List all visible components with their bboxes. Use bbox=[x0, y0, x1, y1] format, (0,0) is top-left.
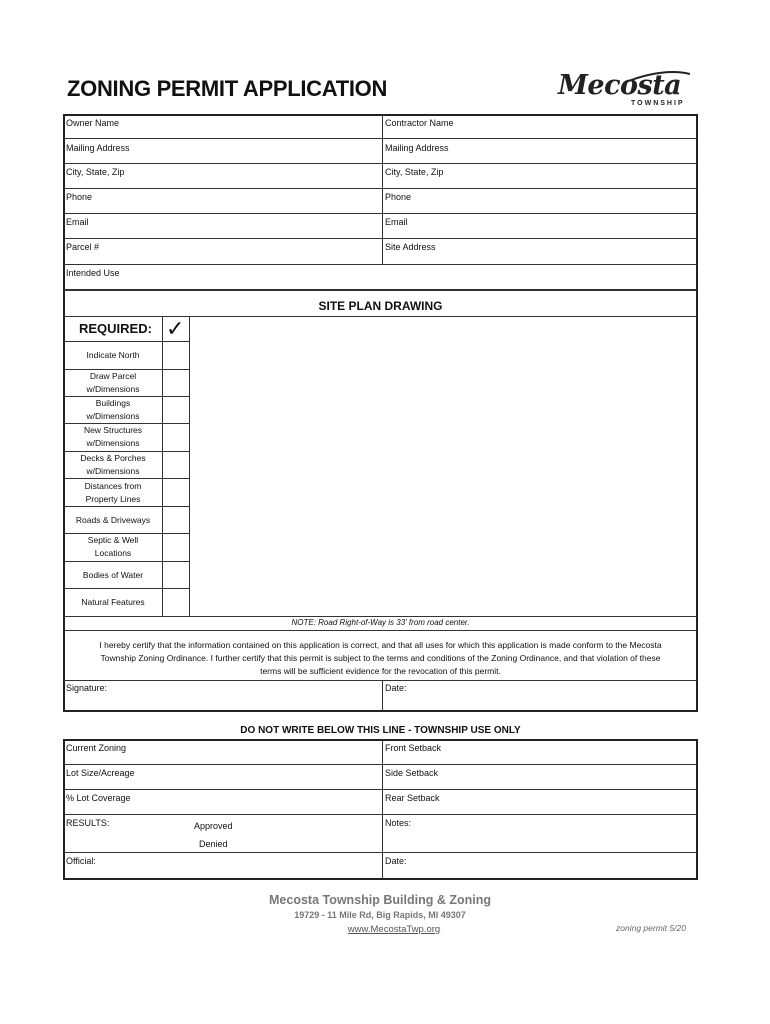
checkbox-column[interactable] bbox=[163, 342, 189, 615]
lot-size-field[interactable]: Lot Size/Acreage bbox=[66, 768, 135, 778]
intended-use-field[interactable]: Intended Use bbox=[66, 268, 120, 278]
results-field[interactable]: RESULTS: bbox=[66, 818, 110, 828]
footer-website-link[interactable]: www.MecostaTwp.org bbox=[347, 924, 441, 935]
logo-subtitle: TOWNSHIP bbox=[631, 100, 685, 107]
footer-address: 19729 - 11 Mile Rd, Big Rapids, MI 49307 bbox=[294, 910, 466, 920]
township-use-heading: DO NOT WRITE BELOW THIS LINE - TOWNSHIP USE ONLY bbox=[240, 725, 521, 736]
contractor-email-field[interactable]: Email bbox=[385, 217, 408, 227]
req-item-decks-porches: Decks & Porches w/Dimensions bbox=[80, 453, 146, 476]
front-setback-field[interactable]: Front Setback bbox=[385, 743, 442, 753]
contractor-name-field[interactable]: Contractor Name bbox=[385, 118, 454, 128]
req-item-roads-driveways: Roads & Driveways bbox=[75, 515, 151, 525]
signature-field[interactable]: Signature: bbox=[66, 683, 108, 693]
denied-option[interactable]: Denied bbox=[199, 839, 228, 849]
req-item-buildings: Buildings w/Dimensions bbox=[86, 398, 140, 421]
req-item-bodies-of-water: Bodies of Water bbox=[82, 570, 144, 580]
official-date-field[interactable]: Date: bbox=[385, 856, 407, 866]
owner-name-field[interactable]: Owner Name bbox=[66, 118, 120, 128]
req-item-distances: Distances from Property Lines bbox=[84, 481, 142, 504]
checkmark-icon: ✓ bbox=[166, 316, 185, 341]
lot-coverage-field[interactable]: % Lot Coverage bbox=[66, 793, 131, 803]
site-address-field[interactable]: Site Address bbox=[385, 242, 436, 252]
footer-org-name: Mecosta Township Building & Zoning bbox=[269, 893, 491, 907]
rear-setback-field[interactable]: Rear Setback bbox=[385, 793, 440, 803]
contractor-mailing-address-field[interactable]: Mailing Address bbox=[385, 143, 449, 153]
certification-text: I hereby certify that the information contained on this application is correct, and that all uses for which this application is made conform to the Mecosta Township Zoning Ordinance. I further certify that this permit is subject to the terms and conditions of the Zoning Ordinance, and that violation of these terms will be sufficient evidence for the revocation of this permit. bbox=[99, 640, 662, 676]
side-setback-field[interactable]: Side Setback bbox=[385, 768, 439, 778]
contractor-phone-field[interactable]: Phone bbox=[385, 192, 412, 202]
page-title: ZONING PERMIT APPLICATION bbox=[67, 76, 388, 101]
req-item-draw-parcel: Draw Parcel w/Dimensions bbox=[86, 371, 140, 394]
owner-phone-field[interactable]: Phone bbox=[66, 192, 93, 202]
official-field[interactable]: Official: bbox=[66, 856, 96, 866]
owner-mailing-address-field[interactable]: Mailing Address bbox=[66, 143, 130, 153]
mecosta-logo bbox=[556, 70, 690, 112]
owner-city-state-zip-field[interactable]: City, State, Zip bbox=[66, 167, 125, 177]
req-item-natural-features: Natural Features bbox=[81, 597, 145, 607]
req-item-septic-well: Septic & Well Locations bbox=[87, 535, 139, 558]
logo-wordmark: Mecosta bbox=[558, 70, 682, 101]
notes-field[interactable]: Notes: bbox=[385, 818, 412, 828]
site-plan-drawing-area[interactable] bbox=[190, 317, 697, 615]
req-item-indicate-north: Indicate North bbox=[86, 350, 140, 360]
form-version: zoning permit 5/20 bbox=[616, 923, 686, 933]
road-right-of-way-note: NOTE: Road Right-of-Way is 33' from road center. bbox=[291, 618, 470, 627]
current-zoning-field[interactable]: Current Zoning bbox=[66, 743, 127, 753]
township-use-section bbox=[63, 739, 698, 880]
required-heading: REQUIRED: bbox=[79, 321, 152, 336]
certification-date-field[interactable]: Date: bbox=[385, 683, 407, 693]
contractor-city-state-zip-field[interactable]: City, State, Zip bbox=[385, 167, 444, 177]
req-item-new-structures: New Structures w/Dimensions bbox=[83, 425, 143, 448]
parcel-number-field[interactable]: Parcel # bbox=[66, 242, 100, 252]
site-plan-title: SITE PLAN DRAWING bbox=[318, 299, 443, 313]
approved-option[interactable]: Approved bbox=[194, 821, 233, 831]
owner-email-field[interactable]: Email bbox=[66, 217, 89, 227]
